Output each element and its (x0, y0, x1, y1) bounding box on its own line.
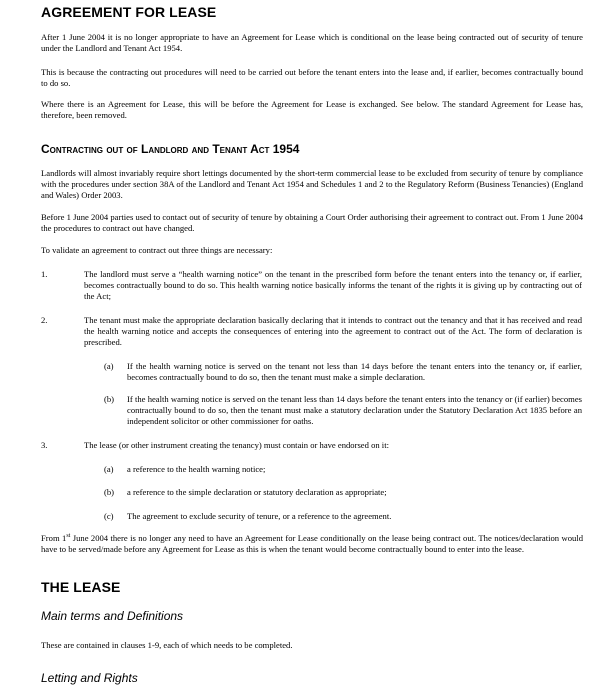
sub-item-label: (b) (104, 487, 115, 497)
agreement-para-1: After 1 June 2004 it is no longer appropriate to have an Agreement for Lease which is conditional on the lease being contracted out of security of tenure under the Landlord and Tenant Act 1954. (41, 32, 583, 53)
sub-item-text: If the health warning notice is served on the tenant not less than 14 days before the tenant enters into the tenancy or, if earlier, becomes contractually bound to do so, then the tenant must make a simple declaration. (127, 361, 582, 382)
contracting-para-2: Before 1 June 2004 parties used to contact out of security of tenure by obtaining a Court Order authorising their agreement to contract out. From 1 June 2004 the procedures to contract out have changed. (41, 212, 583, 233)
list-item-number: 1. (41, 269, 48, 279)
contracting-para-3: To validate an agreement to contract out three things are necessary: (41, 245, 273, 255)
sub-item-text: If the health warning notice is served on the tenant less than 14 days before the tenant enters into the tenancy or (if earlier) becomes contractually bound to do so, then the tenant must make a statutory declaration under the Statutory Declaration Act 1835 before an independent solicitor or other commissioner for oaths. (127, 394, 582, 426)
contracting-final-para (41, 533, 583, 555)
final-para-superscript: st (66, 533, 71, 540)
lease-heading: THE LEASE (41, 579, 121, 595)
lease-subheading-letting: Letting and Rights (41, 671, 138, 685)
lease-subheading-main-terms: Main terms and Definitions (41, 609, 184, 623)
sub-item-label: (a) (104, 361, 114, 371)
list-item-text: The tenant must make the appropriate declaration basically declaring that it intends to contract out the tenancy and that it has received and read the health warning notice and accepts the consequences of entering into the agreement to contract out of the Act. The form of declaration is prescribed. (84, 315, 582, 347)
final-para-rest: June 2004 there is no longer any need to have an Agreement for Lease conditionally on the lease being contract out. The notices/declaration would have to be served/made before any Agreement for Lease as this is when the tenant would become contractually bound to enter into the lease. (41, 533, 583, 554)
list-item-number: 3. (41, 440, 48, 450)
sub-item-text: a reference to the simple declaration or statutory declaration as appropriate; (127, 487, 387, 497)
list-item-text: The lease (or other instrument creating the tenancy) must contain or have endorsed on it: (84, 440, 389, 450)
list-item-text: The landlord must serve a “health warning notice” on the tenant in the prescribed form before the tenant enters into the tenancy or, if earlier, becomes contractually bound to do so. This health warning notice basically informs the tenant of the rights it is giving up by contracting out of the Act; (84, 269, 582, 301)
sub-item-label: (b) (104, 394, 115, 404)
sub-item-text: a reference to the health warning notice; (127, 464, 266, 474)
sub-item-label: (c) (104, 511, 114, 521)
agreement-para-3: Where there is an Agreement for Lease, this will be before the Agreement for Lease is exchanged. See below. The standard Agreement for Lease has, therefore, been removed. (41, 99, 583, 120)
contracting-heading: Contracting out of Landlord and Tenant Act 1954 (41, 142, 300, 156)
lease-para-1: These are contained in clauses 1-9, each of which needs to be completed. (41, 640, 293, 650)
sub-item-label: (a) (104, 464, 114, 474)
agreement-para-2: This is because the contracting out procedures will need to be carried out before the tenant enters into the lease and, if earlier, becomes contractually bound to do so. (41, 67, 583, 88)
agreement-heading: AGREEMENT FOR LEASE (41, 4, 217, 20)
contracting-para-1: Landlords will almost invariably require short lettings documented by the short-term commercial lease to be excluded from security of tenure by compliance with the procedures under section 38A of the Landlord and Tenant Act 1954 and Schedules 1 and 2 to the Regulatory Reform (Business Tenancies) (England and Wales) Order 2003. (41, 168, 583, 200)
final-para-start: From 1 (41, 533, 67, 543)
list-item-number: 2. (41, 315, 48, 325)
sub-item-text: The agreement to exclude security of tenure, or a reference to the agreement. (127, 511, 392, 521)
